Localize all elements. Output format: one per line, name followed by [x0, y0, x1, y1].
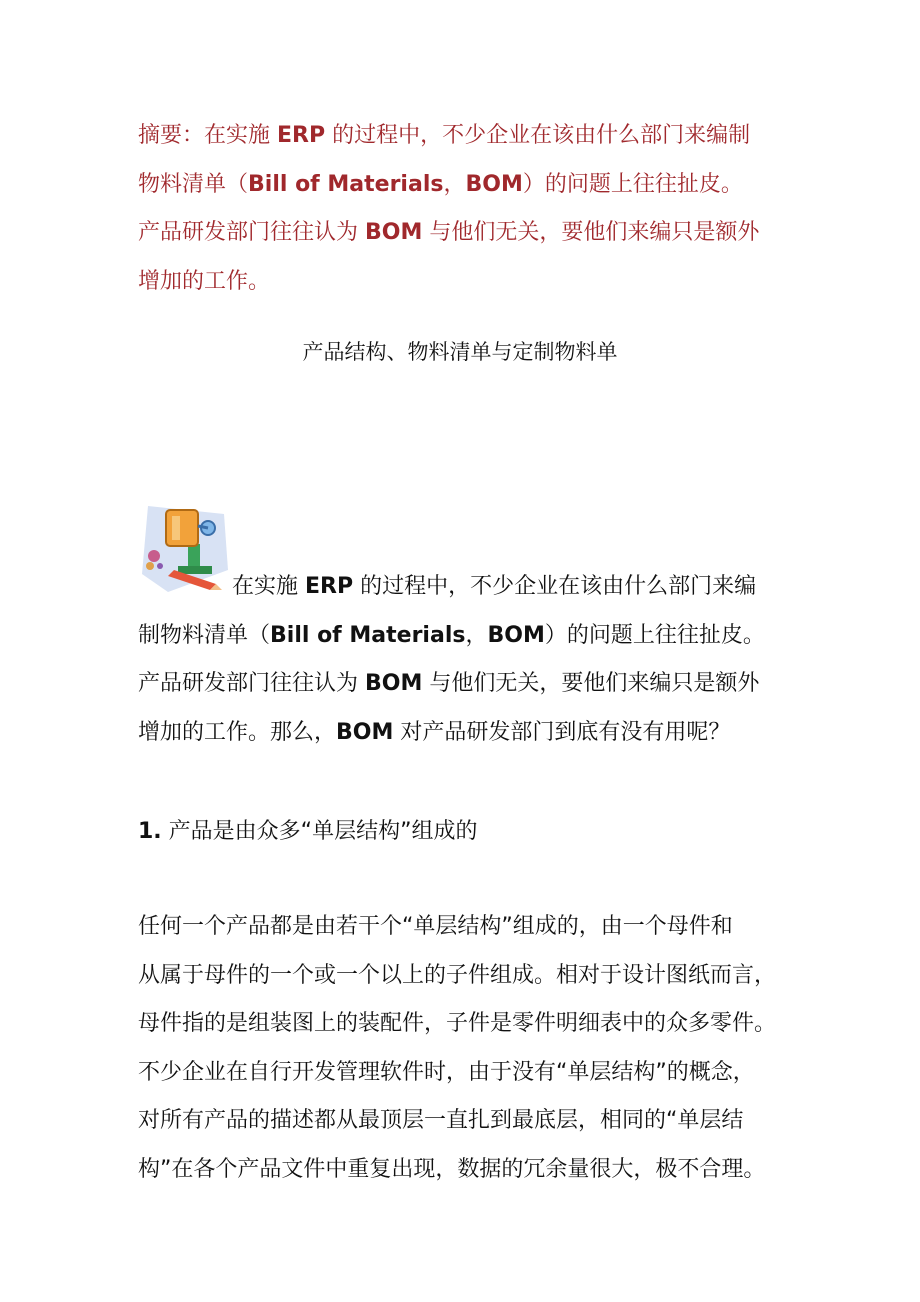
intro-paragraph: [138, 563, 798, 757]
section-paragraph: [138, 903, 798, 1194]
intro-line-4: 增加的工作。那么，BOM 对产品研发部门到底有没有用呢？: [138, 719, 731, 745]
section-number: 1.: [138, 819, 162, 844]
abstract-line-4: 增加的工作。: [138, 268, 271, 294]
abstract-line-3: 产品研发部门往往认为 BOM 与他们无关，要他们来编只是额外: [138, 220, 760, 245]
intro-line-2: 制物料清单（Bill of Materials，BOM）的问题上往往扯皮。: [138, 622, 765, 648]
section-heading-text: 产品是由众多“单层结构”组成的: [168, 819, 478, 844]
section-line-3: 母件指的是组装图上的装配件，子件是零件明细表中的众多零件。: [138, 1011, 777, 1036]
intro-line-3: 产品研发部门往往认为 BOM 与他们无关，要他们来编只是额外: [138, 671, 760, 696]
section-heading: [138, 810, 477, 854]
section-line-2: 从属于母件的一个或一个以上的子件组成。相对于设计图纸而言，: [138, 962, 777, 988]
abstract: [138, 112, 798, 306]
intro-line-1: 在实施 ERP 的过程中，不少企业在该由什么部门来编: [232, 574, 757, 599]
abstract-line-2: 物料清单（Bill of Materials，BOM）的问题上往往扯皮。: [138, 171, 743, 197]
abstract-line-1: 摘要：在实施 ERP 的过程中，不少企业在该由什么部门来编制: [138, 123, 751, 148]
section-line-6: 构”在各个产品文件中重复出现，数据的冗余量很大，极不合理。: [138, 1156, 766, 1182]
section-line-5: 对所有产品的描述都从最顶层一直扎到最底层，相同的“单层结: [138, 1108, 744, 1133]
section-line-1: 任何一个产品都是由若干个“单层结构”组成的，由一个母件和: [138, 914, 733, 939]
document-title: 产品结构、物料清单与定制物料单: [302, 340, 618, 364]
section-line-4: 不少企业在自行开发管理软件时，由于没有“单层结构”的概念，: [138, 1059, 755, 1085]
